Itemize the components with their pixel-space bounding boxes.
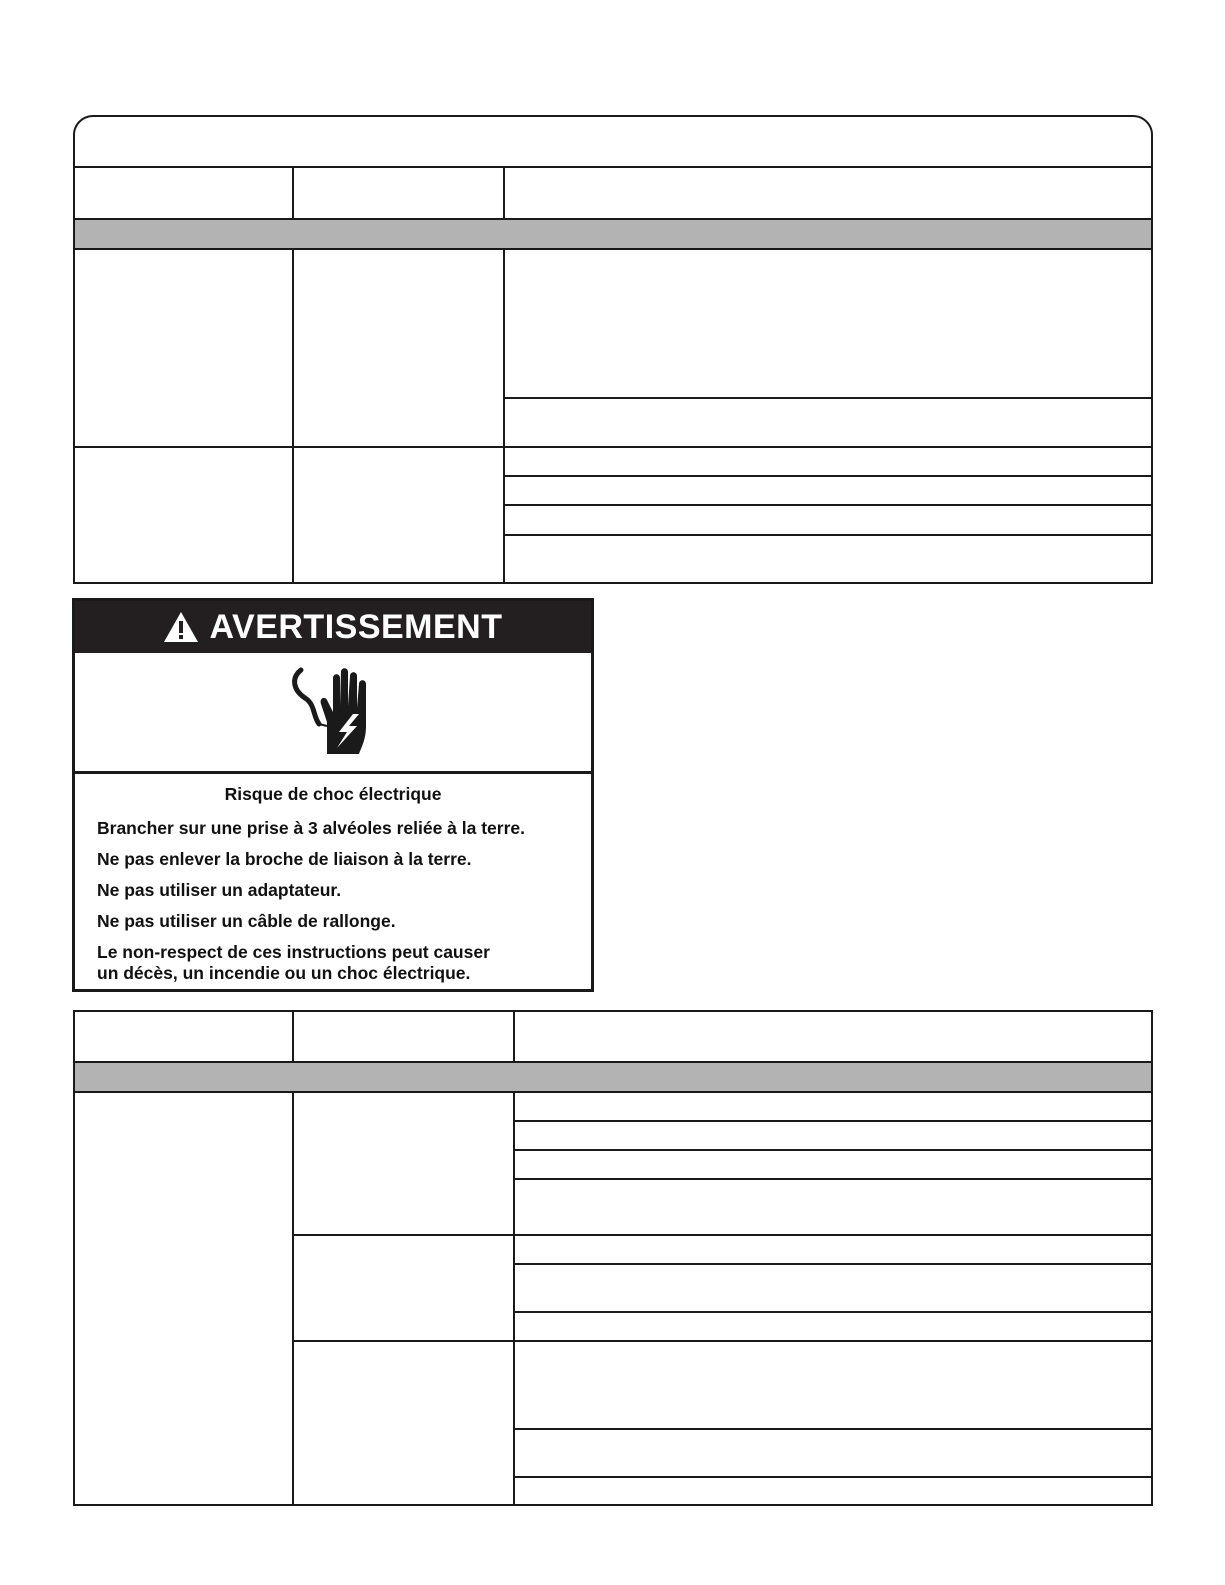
table-bottom-row-divider [513,1263,1153,1265]
table-bottom-col-divider [513,1010,515,1061]
table-bottom-row-divider [513,1311,1153,1313]
table-bottom-row-divider [513,1476,1153,1478]
warning-risk-title: Risque de choc électrique [224,784,442,804]
warning-triangle-icon [163,611,199,643]
table-top-header-divider [73,218,1153,220]
table-top-col-divider [292,248,294,584]
table-top-col-divider [503,166,505,218]
table-top-row-divider [73,446,1153,448]
warning-line: Ne pas enlever la broche de liaison à la terre. [97,849,472,869]
electric-shock-hand-icon [283,664,383,760]
table-top-row-divider [503,534,1153,536]
table-bottom-row-divider [513,1120,1153,1122]
warning-line: Brancher sur une prise à 3 alvéoles reliée à la terre. [97,818,526,838]
warning-header [75,601,591,653]
troubleshooting-table-top [73,115,1153,584]
table-top-col-divider [292,166,294,218]
table-top-row-divider [503,504,1153,506]
table-top-band-divider [73,248,1153,250]
table-bottom-band-divider [73,1091,1153,1093]
table-top-row-divider [503,475,1153,477]
table-bottom-col-divider [292,1010,294,1061]
table-bottom-row-divider [292,1234,1153,1236]
table-bottom-row-divider [292,1340,1153,1342]
table-bottom-row-divider [513,1428,1153,1430]
warning-text [75,774,591,986]
electric-shock-warning [72,598,594,992]
table-bottom-header-divider [73,1061,1153,1063]
table-top-section-band [75,219,1151,248]
table-bottom-col-divider [292,1091,294,1506]
table-top-row-divider [503,397,1153,399]
warning-line: Ne pas utiliser un adaptateur. [97,880,342,900]
table-bottom-section-band [75,1062,1151,1091]
warning-line: Ne pas utiliser un câble de rallonge. [97,911,396,931]
table-top-title-divider [73,166,1153,168]
warning-icon-area [75,653,591,774]
table-bottom-col-divider [513,1091,515,1506]
warning-title: AVERTISSEMENT [209,607,503,646]
warning-line: Le non-respect de ces instructions peut causer [97,942,490,962]
table-bottom-row-divider [513,1149,1153,1151]
warning-line: un décès, un incendie ou un choc électrique. [97,963,471,983]
table-bottom-row-divider [513,1178,1153,1180]
